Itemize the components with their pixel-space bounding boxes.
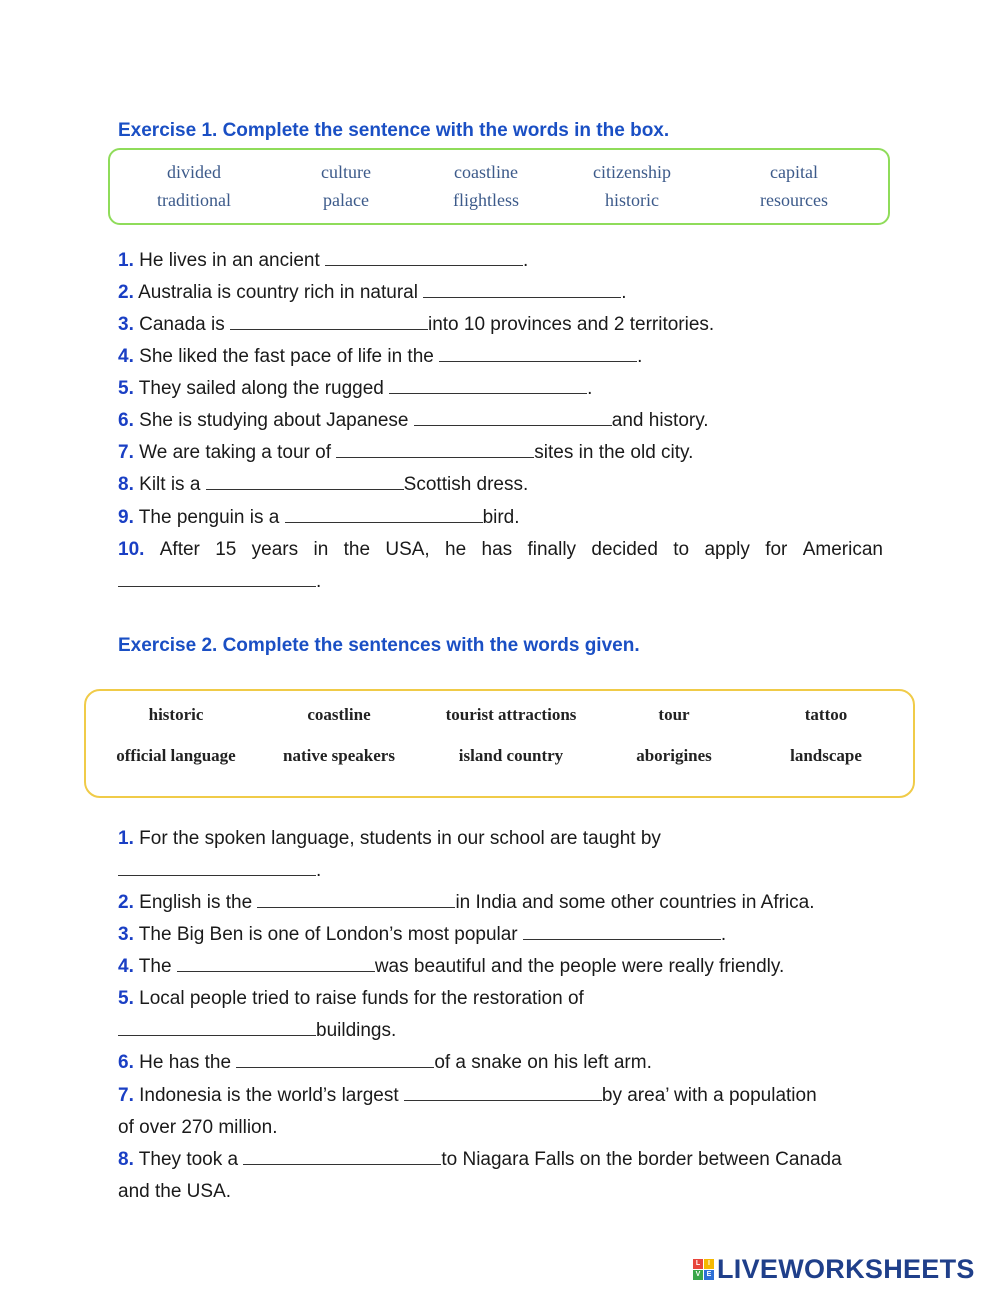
word-box-word: official language — [116, 746, 236, 765]
word-box-word: historic — [605, 190, 659, 210]
answer-blank[interactable] — [523, 925, 721, 940]
exercise2-item-1-cont: . — [118, 859, 883, 883]
exercise2-item-8-cont: and the USA. — [118, 1181, 232, 1202]
liveworksheets-logo — [693, 1255, 975, 1283]
answer-blank[interactable] — [243, 1150, 441, 1165]
exercise1-word-box — [108, 148, 890, 225]
word-box-word: capital — [770, 162, 818, 182]
exercise1-item-7: 7. We are taking a tour of sites in the old city. — [118, 442, 694, 463]
word-box-word: aborigines — [636, 746, 712, 765]
answer-blank[interactable] — [404, 1086, 602, 1101]
exercise1-title: Exercise 1. Complete the sentence with the words in the box. — [118, 120, 670, 141]
exercise1-item-4: 4. She liked the fast pace of life in the . — [118, 346, 643, 367]
word-box-word: native speakers — [283, 746, 395, 765]
logo-text: LIVEWORKSHEETS — [717, 1253, 975, 1284]
word-box-word: island country — [458, 746, 564, 765]
exercise1-item-9: 9. The penguin is a bird. — [118, 507, 520, 528]
answer-blank[interactable] — [118, 861, 316, 876]
word-box-word: tourist attractions — [445, 705, 577, 724]
exercise2-item-7-cont: of over 270 million. — [118, 1117, 278, 1138]
exercise2-item-8: 8. They took a to Niagara Falls on the border between Canada — [118, 1149, 842, 1170]
logo-mark-icon: L I V E — [693, 1259, 714, 1280]
exercise1-item-8: 8. Kilt is a Scottish dress. — [118, 474, 529, 495]
word-box-word: divided — [167, 162, 221, 182]
answer-blank[interactable] — [285, 508, 483, 523]
answer-blank[interactable] — [118, 572, 316, 587]
exercise2-item-7: 7. Indonesia is the world’s largest by area’ with a population — [118, 1085, 817, 1106]
word-box-word: citizenship — [593, 162, 671, 182]
exercise2-item-2: 2. English is the in India and some other countries in Africa. — [118, 892, 815, 913]
answer-blank[interactable] — [439, 347, 637, 362]
word-box-word: resources — [760, 190, 828, 210]
exercise1-item-6: 6. She is studying about Japanese and history. — [118, 410, 709, 431]
answer-blank[interactable] — [230, 315, 428, 330]
exercise2-item-5: 5. Local people tried to raise funds for the restoration of — [118, 988, 584, 1009]
exercise1-item-5: 5. They sailed along the rugged . — [118, 378, 593, 399]
word-box-word: tattoo — [804, 705, 848, 724]
word-box-word: coastline — [454, 162, 518, 182]
exercise2-word-box — [84, 689, 915, 798]
exercise2-item-6: 6. He has the of a snake on his left arm. — [118, 1052, 652, 1073]
exercise2-title: Exercise 2. Complete the sentences with the words given. — [118, 635, 640, 656]
word-box-word: landscape — [790, 746, 862, 765]
word-box-word: traditional — [157, 190, 231, 210]
exercise2-item-5-cont: buildings. — [118, 1019, 883, 1043]
word-box-word: tour — [658, 705, 690, 724]
word-box-word: palace — [323, 190, 369, 210]
answer-blank[interactable] — [257, 893, 455, 908]
exercise2-item-1: 1. For the spoken language, students in our school are taught by — [118, 828, 661, 849]
word-box-word: flightless — [453, 190, 519, 210]
answer-blank[interactable] — [336, 443, 534, 458]
answer-blank[interactable] — [325, 251, 523, 266]
answer-blank[interactable] — [177, 957, 375, 972]
exercise1-item-10-cont: . — [118, 570, 883, 594]
word-box-word: culture — [321, 162, 371, 182]
answer-blank[interactable] — [118, 1021, 316, 1036]
exercise2-item-4: 4. The was beautiful and the people were really friendly. — [118, 956, 785, 977]
word-box-word: coastline — [307, 705, 371, 724]
answer-blank[interactable] — [236, 1053, 434, 1068]
word-box-word: historic — [148, 705, 204, 724]
answer-blank[interactable] — [206, 475, 404, 490]
exercise1-item-10: 10. After 15 years in the USA, he has finally decided to apply for American — [118, 539, 883, 560]
answer-blank[interactable] — [389, 379, 587, 394]
answer-blank[interactable] — [414, 411, 612, 426]
exercise2-item-3: 3. The Big Ben is one of London’s most popular . — [118, 924, 727, 945]
exercise1-item-2: 2. Australia is country rich in natural . — [118, 282, 627, 303]
answer-blank[interactable] — [423, 283, 621, 298]
exercise1-item-1: 1. He lives in an ancient . — [118, 250, 529, 271]
exercise1-item-3: 3. Canada is into 10 provinces and 2 territories. — [118, 314, 715, 335]
